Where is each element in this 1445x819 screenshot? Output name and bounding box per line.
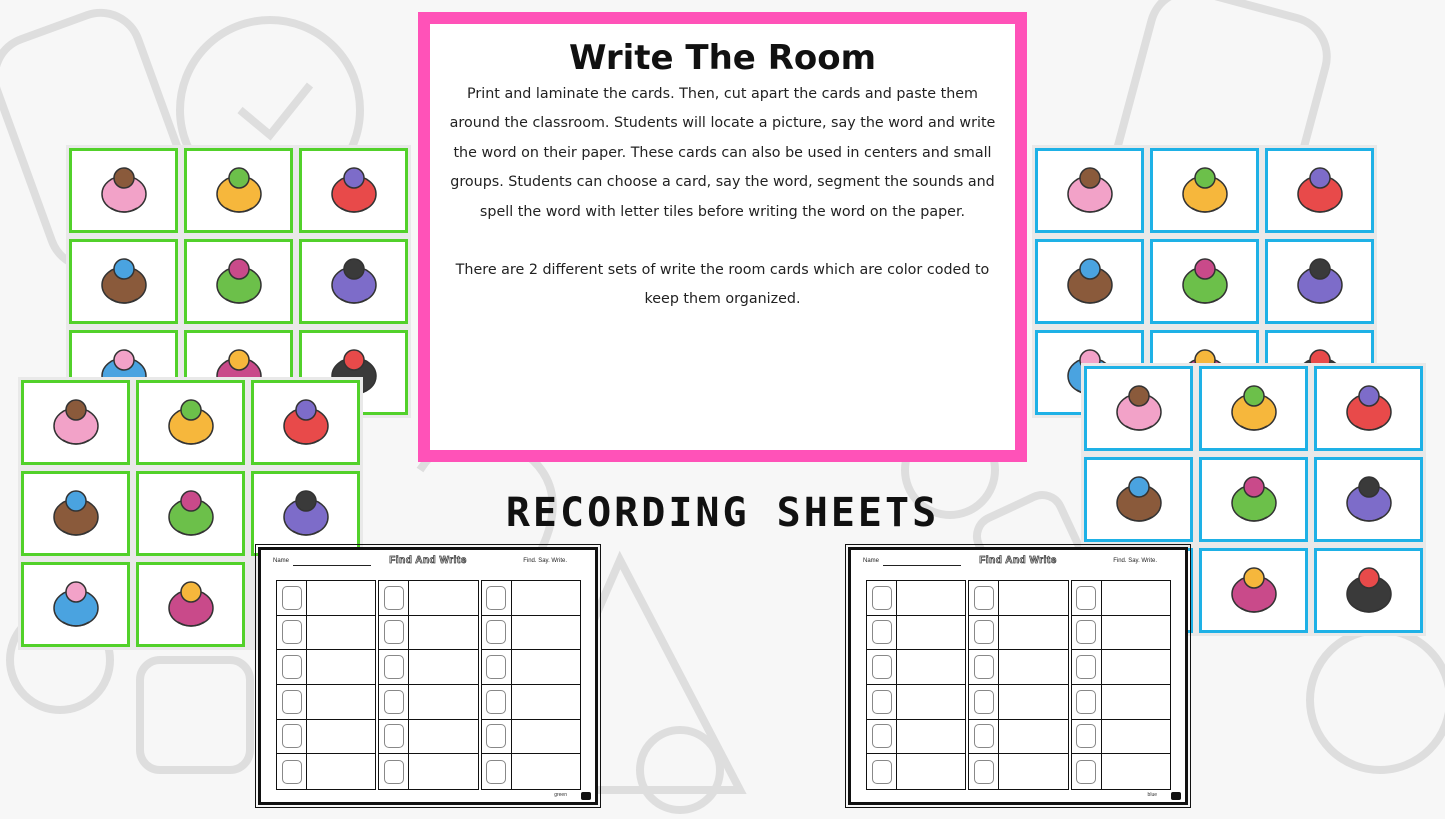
sheet-color-code: blue <box>1147 792 1157 798</box>
picture-card <box>1199 548 1308 633</box>
sheet-row <box>1072 685 1170 720</box>
sheet-row <box>1072 754 1170 789</box>
outline-picture-icon <box>282 655 302 679</box>
writing-box <box>1102 581 1170 615</box>
sheet-color-code: green <box>554 792 567 798</box>
tick-bug-icon <box>1104 467 1174 533</box>
sheet-row <box>867 581 965 616</box>
picture-card <box>251 380 360 465</box>
picture-card <box>1314 548 1423 633</box>
sheet-column <box>378 580 478 790</box>
writing-box <box>999 650 1067 684</box>
outline-picture-icon <box>282 620 302 644</box>
writing-box <box>999 720 1067 754</box>
writing-box <box>307 685 375 719</box>
outline-picture-icon <box>974 586 994 610</box>
sheet-row <box>277 720 375 755</box>
writing-box <box>512 616 580 650</box>
sheet-picture-cell <box>379 685 409 719</box>
hand-gesture-icon <box>89 249 159 315</box>
sheet-name-label: Name <box>273 558 290 564</box>
branch-icon <box>1055 158 1125 224</box>
picture-card <box>1265 239 1374 324</box>
boy-eating-icon <box>41 390 111 456</box>
sheet-row <box>969 685 1067 720</box>
sheet-picture-cell <box>482 616 512 650</box>
writing-box <box>409 720 477 754</box>
sheet-row <box>969 754 1067 789</box>
picture-card <box>136 380 245 465</box>
sheet-picture-cell <box>969 754 999 789</box>
checkbox-icon <box>1104 376 1174 442</box>
sheet-title: Find And Write <box>389 555 467 566</box>
sheet-picture-cell <box>867 754 897 789</box>
sheet-grid <box>866 580 1171 790</box>
writing-box <box>409 616 477 650</box>
logo-icon <box>1171 792 1181 800</box>
sheet-row <box>482 720 580 755</box>
sheet-picture-cell <box>969 616 999 650</box>
picture-card <box>1150 148 1259 233</box>
writing-box <box>307 754 375 789</box>
instructions-card <box>418 12 1027 462</box>
outline-picture-icon <box>872 655 892 679</box>
sheet-column <box>968 580 1068 790</box>
outline-picture-icon <box>486 724 506 748</box>
sheet-picture-cell <box>379 754 409 789</box>
writing-box <box>897 650 965 684</box>
picture-card <box>184 148 293 233</box>
outline-picture-icon <box>1076 760 1096 784</box>
sheet-row <box>969 616 1067 651</box>
smog-truck-icon <box>204 249 274 315</box>
girl-thinking-icon <box>156 572 226 638</box>
sheet-picture-cell <box>277 650 307 684</box>
outline-picture-icon <box>872 724 892 748</box>
sheet-row <box>482 650 580 685</box>
sheet-picture-cell <box>969 720 999 754</box>
writing-box <box>1102 720 1170 754</box>
outline-picture-icon <box>384 760 404 784</box>
outline-picture-icon <box>282 724 302 748</box>
sheet-row <box>867 720 965 755</box>
writing-box <box>897 685 965 719</box>
sheet-picture-cell <box>1072 685 1102 719</box>
outline-picture-icon <box>282 690 302 714</box>
writing-box <box>512 720 580 754</box>
picture-card <box>69 239 178 324</box>
writing-box <box>1102 685 1170 719</box>
outline-picture-icon <box>1076 620 1096 644</box>
sheet-row <box>482 581 580 616</box>
picture-card <box>21 562 130 647</box>
writing-box <box>897 616 965 650</box>
sheet-row <box>867 685 965 720</box>
boy-door-icon <box>1055 249 1125 315</box>
bush-icon <box>1334 376 1404 442</box>
outline-picture-icon <box>872 586 892 610</box>
sheet-row <box>379 616 477 651</box>
sheet-picture-cell <box>482 650 512 684</box>
instructions-paragraph-1: Print and laminate the cards. Then, cut apart the cards and paste them around the classroom. Students will locate a picture, say the word and write the word on their paper. These cards can also be used in centers and small groups. Students can choose a card, say the word, segment the sounds and spell the word with letter tiles before writing the word on the paper. <box>449 86 996 220</box>
sheet-picture-cell <box>867 616 897 650</box>
outline-picture-icon <box>1076 586 1096 610</box>
sheet-row <box>969 581 1067 616</box>
sheet-row <box>482 754 580 789</box>
sheet-picture-cell <box>867 581 897 615</box>
outline-picture-icon <box>1076 690 1096 714</box>
store-icon <box>1170 249 1240 315</box>
picture-card <box>1150 239 1259 324</box>
writing-box <box>1102 616 1170 650</box>
sheet-picture-cell <box>277 685 307 719</box>
sheet-picture-cell <box>277 754 307 789</box>
outline-picture-icon <box>384 586 404 610</box>
recording-sheet-blue <box>848 547 1188 805</box>
sheet-picture-cell <box>1072 720 1102 754</box>
recording-sheet-green <box>258 547 598 805</box>
sheet-picture-cell <box>379 650 409 684</box>
sheet-picture-cell <box>379 581 409 615</box>
sheet-row <box>277 685 375 720</box>
writing-box <box>999 581 1067 615</box>
picture-card <box>299 148 408 233</box>
writing-box <box>307 616 375 650</box>
piggy-bank-icon <box>271 390 341 456</box>
outline-picture-icon <box>872 690 892 714</box>
picture-card <box>251 471 360 556</box>
logo-icon <box>581 792 591 800</box>
sheet-picture-cell <box>1072 616 1102 650</box>
sheet-row <box>969 720 1067 755</box>
picture-card <box>1314 366 1423 451</box>
outline-picture-icon <box>486 620 506 644</box>
picture-card <box>1199 457 1308 542</box>
picture-card <box>1035 239 1144 324</box>
outline-picture-icon <box>486 655 506 679</box>
sheet-picture-cell <box>1072 650 1102 684</box>
sheet-picture-cell <box>277 581 307 615</box>
dog-icon <box>319 158 389 224</box>
writing-box <box>512 685 580 719</box>
picture-card <box>1035 148 1144 233</box>
picture-card <box>1265 148 1374 233</box>
sheet-picture-cell <box>379 720 409 754</box>
sheet-picture-cell <box>969 650 999 684</box>
writing-box <box>1102 650 1170 684</box>
sheet-column <box>276 580 376 790</box>
flip-flop-icon <box>1170 158 1240 224</box>
girl-face-icon <box>156 390 226 456</box>
writing-box <box>897 720 965 754</box>
sheet-picture-cell <box>277 616 307 650</box>
recording-sheets-heading: RECORDING SHEETS <box>505 490 940 536</box>
sheet-picture-cell <box>482 720 512 754</box>
instructions-paragraph-2: There are 2 different sets of write the room cards which are color coded to keep them organized. <box>455 262 990 308</box>
outline-picture-icon <box>486 690 506 714</box>
picture-card <box>21 471 130 556</box>
outline-picture-icon <box>1076 655 1096 679</box>
instructions-title: Write The Room <box>568 38 877 78</box>
outline-picture-icon <box>974 690 994 714</box>
sheet-picture-cell <box>1072 754 1102 789</box>
sheet-subtitle: Find. Say. Write. <box>1113 558 1157 564</box>
sheet-picture-cell <box>482 685 512 719</box>
sheet-subtitle: Find. Say. Write. <box>523 558 567 564</box>
sheet-picture-cell <box>867 685 897 719</box>
horseshoe-clover-icon <box>1219 467 1289 533</box>
picture-card <box>21 380 130 465</box>
shell-icon <box>319 249 389 315</box>
picture-card <box>69 148 178 233</box>
sheet-row <box>969 650 1067 685</box>
sheet-row <box>379 720 477 755</box>
spinning-top-icon <box>271 481 341 547</box>
outline-picture-icon <box>872 620 892 644</box>
boy-desk-icon <box>1219 376 1289 442</box>
picture-card <box>136 471 245 556</box>
sheet-row <box>1072 616 1170 651</box>
sheet-row <box>277 754 375 789</box>
sheet-row <box>867 650 965 685</box>
outline-picture-icon <box>384 690 404 714</box>
sheet-title: Find And Write <box>979 555 1057 566</box>
sheet-picture-cell <box>969 685 999 719</box>
writing-box <box>409 650 477 684</box>
writing-box <box>409 754 477 789</box>
outline-picture-icon <box>872 760 892 784</box>
picture-card <box>184 239 293 324</box>
writing-box <box>512 650 580 684</box>
outline-picture-icon <box>282 760 302 784</box>
sheet-picture-cell <box>379 616 409 650</box>
writing-box <box>1102 754 1170 789</box>
outline-picture-icon <box>1076 724 1096 748</box>
outline-picture-icon <box>486 760 506 784</box>
sheet-row <box>867 616 965 651</box>
picture-card <box>1199 366 1308 451</box>
writing-box <box>999 754 1067 789</box>
sheet-row <box>1072 720 1170 755</box>
outline-picture-icon <box>974 620 994 644</box>
writing-box <box>897 754 965 789</box>
sheet-name-label: Name <box>863 558 880 564</box>
writing-box <box>897 581 965 615</box>
bathtub-icon <box>1334 467 1404 533</box>
giraffe-icon <box>1285 158 1355 224</box>
writing-box <box>409 581 477 615</box>
desk-chair-icon <box>41 572 111 638</box>
outline-picture-icon <box>974 760 994 784</box>
outline-picture-icon <box>974 724 994 748</box>
sheet-row <box>277 581 375 616</box>
sheet-row <box>379 650 477 685</box>
sheet-row <box>482 616 580 651</box>
sheet-row <box>867 754 965 789</box>
park-icon <box>1219 558 1289 624</box>
writing-box <box>307 581 375 615</box>
sheet-row <box>482 685 580 720</box>
sheet-picture-cell <box>969 581 999 615</box>
outline-picture-icon <box>974 655 994 679</box>
sheet-grid <box>276 580 581 790</box>
sheet-row <box>379 685 477 720</box>
sheet-row <box>379 581 477 616</box>
dog-sitting-icon <box>1285 249 1355 315</box>
picture-card <box>136 562 245 647</box>
sheet-column <box>481 580 581 790</box>
sheet-picture-cell <box>867 650 897 684</box>
sheet-picture-cell <box>482 754 512 789</box>
outline-picture-icon <box>486 586 506 610</box>
box-icon <box>156 481 226 547</box>
picture-card <box>1084 457 1193 542</box>
sheet-column <box>1071 580 1171 790</box>
sheet-picture-cell <box>1072 581 1102 615</box>
writing-box <box>512 581 580 615</box>
sheet-row <box>379 754 477 789</box>
sheet-header <box>851 550 1185 576</box>
writing-box <box>999 685 1067 719</box>
sheet-row <box>1072 650 1170 685</box>
writing-box <box>307 650 375 684</box>
outline-picture-icon <box>384 620 404 644</box>
girl-jumping-icon <box>89 158 159 224</box>
sheet-picture-cell <box>277 720 307 754</box>
outline-picture-icon <box>282 586 302 610</box>
sheet-picture-cell <box>867 720 897 754</box>
sheet-column <box>866 580 966 790</box>
crab-icon <box>41 481 111 547</box>
writing-box <box>512 754 580 789</box>
picture-card <box>1314 457 1423 542</box>
butterfly-icon <box>1334 558 1404 624</box>
picture-card <box>1084 366 1193 451</box>
sheet-row <box>277 650 375 685</box>
writing-box <box>999 616 1067 650</box>
writing-box <box>409 685 477 719</box>
sheet-row <box>277 616 375 651</box>
sheet-header <box>261 550 595 576</box>
boy-jumping-icon <box>204 158 274 224</box>
writing-box <box>307 720 375 754</box>
sheet-picture-cell <box>482 581 512 615</box>
picture-card <box>299 239 408 324</box>
outline-picture-icon <box>384 655 404 679</box>
sheet-row <box>1072 581 1170 616</box>
outline-picture-icon <box>384 724 404 748</box>
